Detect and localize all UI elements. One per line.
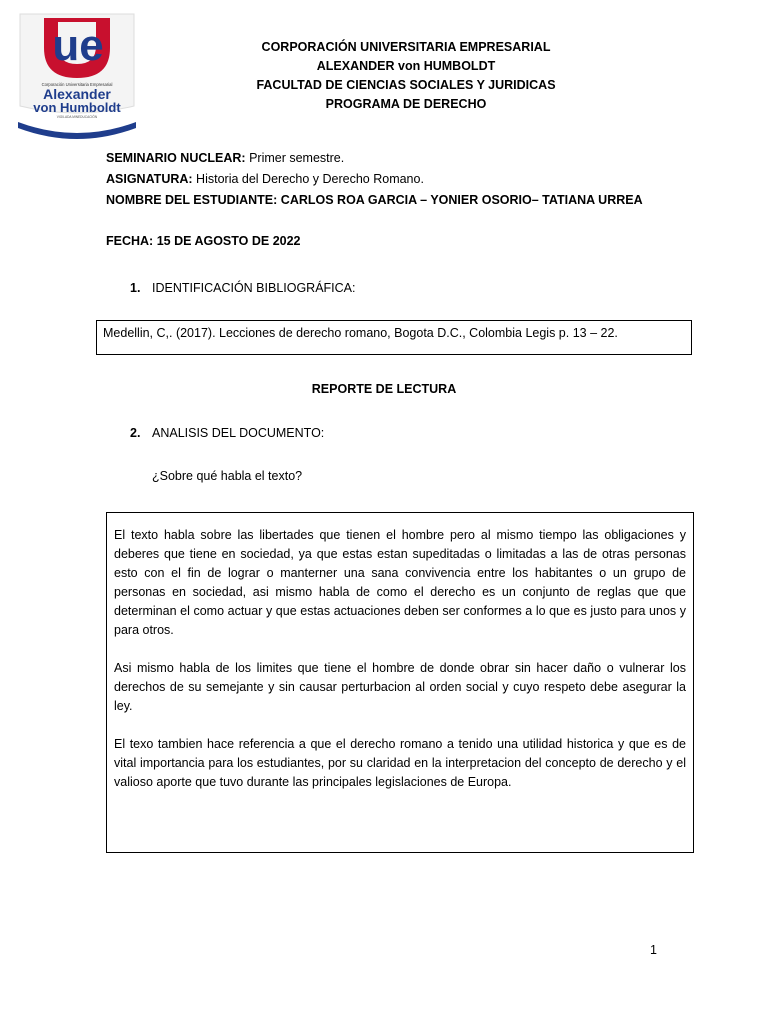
seminario-value: Primer semestre. [245,151,345,165]
header-institution: CORPORACIÓN UNIVERSITARIA EMPRESARIAL [261,40,551,54]
logo-small-text: Corporación Universitaria Empresarial [41,82,113,87]
header-institution-name: ALEXANDER von HUMBOLDT [316,59,496,73]
header-program: PROGRAMA DE DERECHO [325,97,487,111]
section-1-number: 1. [130,281,141,295]
seminario-line [106,148,706,169]
logo-name-line1: Alexander [43,86,111,102]
analysis-question: ¿Sobre qué habla el texto? [152,469,303,483]
asignatura-value: Historia del Derecho y Derecho Romano. [192,172,424,186]
document-metadata [106,148,706,211]
estudiante-value: CARLOS ROA GARCIA – YONIER OSORIO– TATIANA URREA [277,193,643,207]
report-title: REPORTE DE LECTURA [311,382,457,396]
logo-name-line2: von Humboldt [33,100,121,115]
university-logo [14,8,140,142]
estudiante-line [106,190,706,211]
section-2-number: 2. [130,426,141,440]
logo-tagline: VIGILADA MINEDUCACIÓN [56,115,98,119]
document-header [160,38,652,114]
section-1-heading [130,281,356,295]
asignatura-label: ASIGNATURA: [106,172,193,186]
seminario-label: SEMINARIO NUCLEAR: [106,151,246,165]
analysis-paragraph-1: El texto habla sobre las libertades que tienen el hombre pero al mismo tiempo las obligaciones y deberes que tiene en sociedad, ya que estas estan supeditadas o limitadas a las de otras personas esto con el fin de lograr o manterner una sana convivencia entre los habitantes o un grupo de personas en sociedad, asi mismo habla de como el derecho es un conjunto de reglas que que determinan el como actuar y que estas actuaciones deben ser conformes a lo que es justo para unos y para otros. [114,528,686,637]
analysis-box [106,512,694,853]
university-logo-icon [14,8,140,142]
section-1-title: IDENTIFICACIÓN BIBLIOGRÁFICA: [152,281,356,295]
header-faculty: FACULTAD DE CIENCIAS SOCIALES Y JURIDICAS [256,78,556,92]
page-number: 1 [650,943,657,957]
document-date: FECHA: 15 DE AGOSTO DE 2022 [106,234,301,248]
section-2-heading [130,426,324,440]
analysis-paragraph-3: El texo tambien hace referencia a que el derecho romano a tenido una utilidad historica y que es de vital importancia para los estudiantes, por su claridad en la interpretacion del concepto de derecho y el valioso aporte que tuvo durante las principales legislaciones de Europa. [114,737,686,789]
asignatura-line [106,169,706,190]
section-2-title: ANALISIS DEL DOCUMENTO: [152,426,325,440]
bibliography-box: Medellin, C,. (2017). Lecciones de derecho romano, Bogota D.C., Colombia Legis p. 13 – 22. [96,320,692,355]
estudiante-label: NOMBRE DEL ESTUDIANTE: [106,193,278,207]
analysis-paragraph-2: Asi mismo habla de los limites que tiene el hombre de donde obrar sin hacer daño o vulnerar los derechos de su semejante y sin causar perturbacion al orden social y cuyo respeto debe asegurar la ley. [114,661,686,713]
logo-letters: ue [52,21,104,70]
